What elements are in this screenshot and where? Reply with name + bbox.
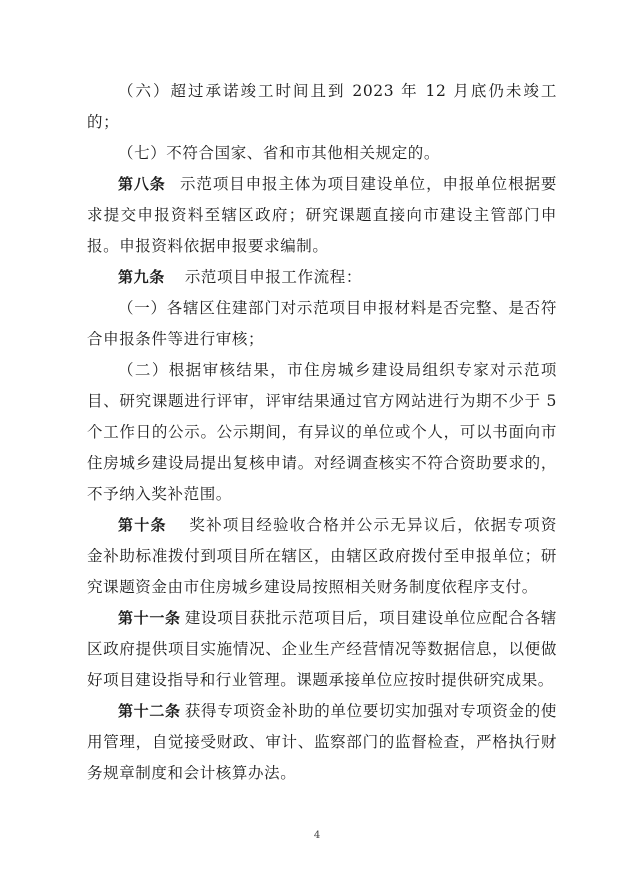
article-text: 获得专项资金补助的单位要切实加强对专项资金的使用管理，自觉接受财政、审计、监察部门的监督检查，严格执行财务规章制度和会计核算办法。 — [87, 702, 557, 782]
article-text: 奖补项目经验收合格并公示无异议后，依据专项资金补助标准拨付到项目所在辖区，由辖区政府拨付至申报单位；研究课题资金由市住房城乡建设局按照相关财务制度依程序支付。 — [87, 516, 557, 596]
article-eleven — [87, 603, 557, 696]
article-ten — [87, 510, 557, 603]
article-heading: 第十条 — [118, 516, 167, 534]
article-text: 建设项目获批示范项目后，项目建设单位应配合各辖区政府提供项目实施情况、企业生产经营情况等数据信息，以便做好项目建设指导和行业管理。课题承接单位应按时提供研究成果。 — [87, 609, 557, 689]
article-heading: 第八条 — [118, 175, 166, 193]
clause-text: （六）超过承诺竣工时间且到 2023 年 12 月底仍未竣工的； — [87, 82, 557, 131]
clause-text: （七）不符合国家、省和市其他相关规定的。 — [118, 144, 441, 162]
process-step-one — [87, 293, 557, 355]
clause-text: （一）各辖区住建部门对示范项目申报材料是否完整、是否符合申报条件等进行审核； — [87, 299, 557, 348]
clause-seven — [87, 138, 557, 169]
clause-text: （二）根据审核结果，市住房城乡建设局组织专家对示范项目、研究课题进行评审，评审结果通过官方网站进行为期不少于 5 个工作日的公示。公示期间，有异议的单位或个人，可以书面向市住房城乡建设局提出复核申请。对经调查核实不符合资助要求的，不予纳入奖补范围。 — [87, 361, 557, 503]
page-number: 4 — [313, 830, 321, 841]
article-heading: 第十一条 — [118, 609, 181, 627]
article-twelve — [87, 696, 557, 789]
article-eight — [87, 169, 557, 262]
article-nine — [87, 262, 557, 293]
clause-six — [87, 76, 557, 138]
article-heading: 第九条 — [118, 268, 165, 286]
article-text: 示范项目申报工作流程： — [184, 268, 362, 286]
document-body — [87, 76, 557, 789]
process-step-two — [87, 355, 557, 510]
article-heading: 第十二条 — [118, 702, 181, 720]
article-text: 示范项目申报主体为项目建设单位，申报单位根据要求提交申报资料至辖区政府；研究课题直接向市建设主管部门申报。申报资料依据申报要求编制。 — [87, 175, 557, 255]
